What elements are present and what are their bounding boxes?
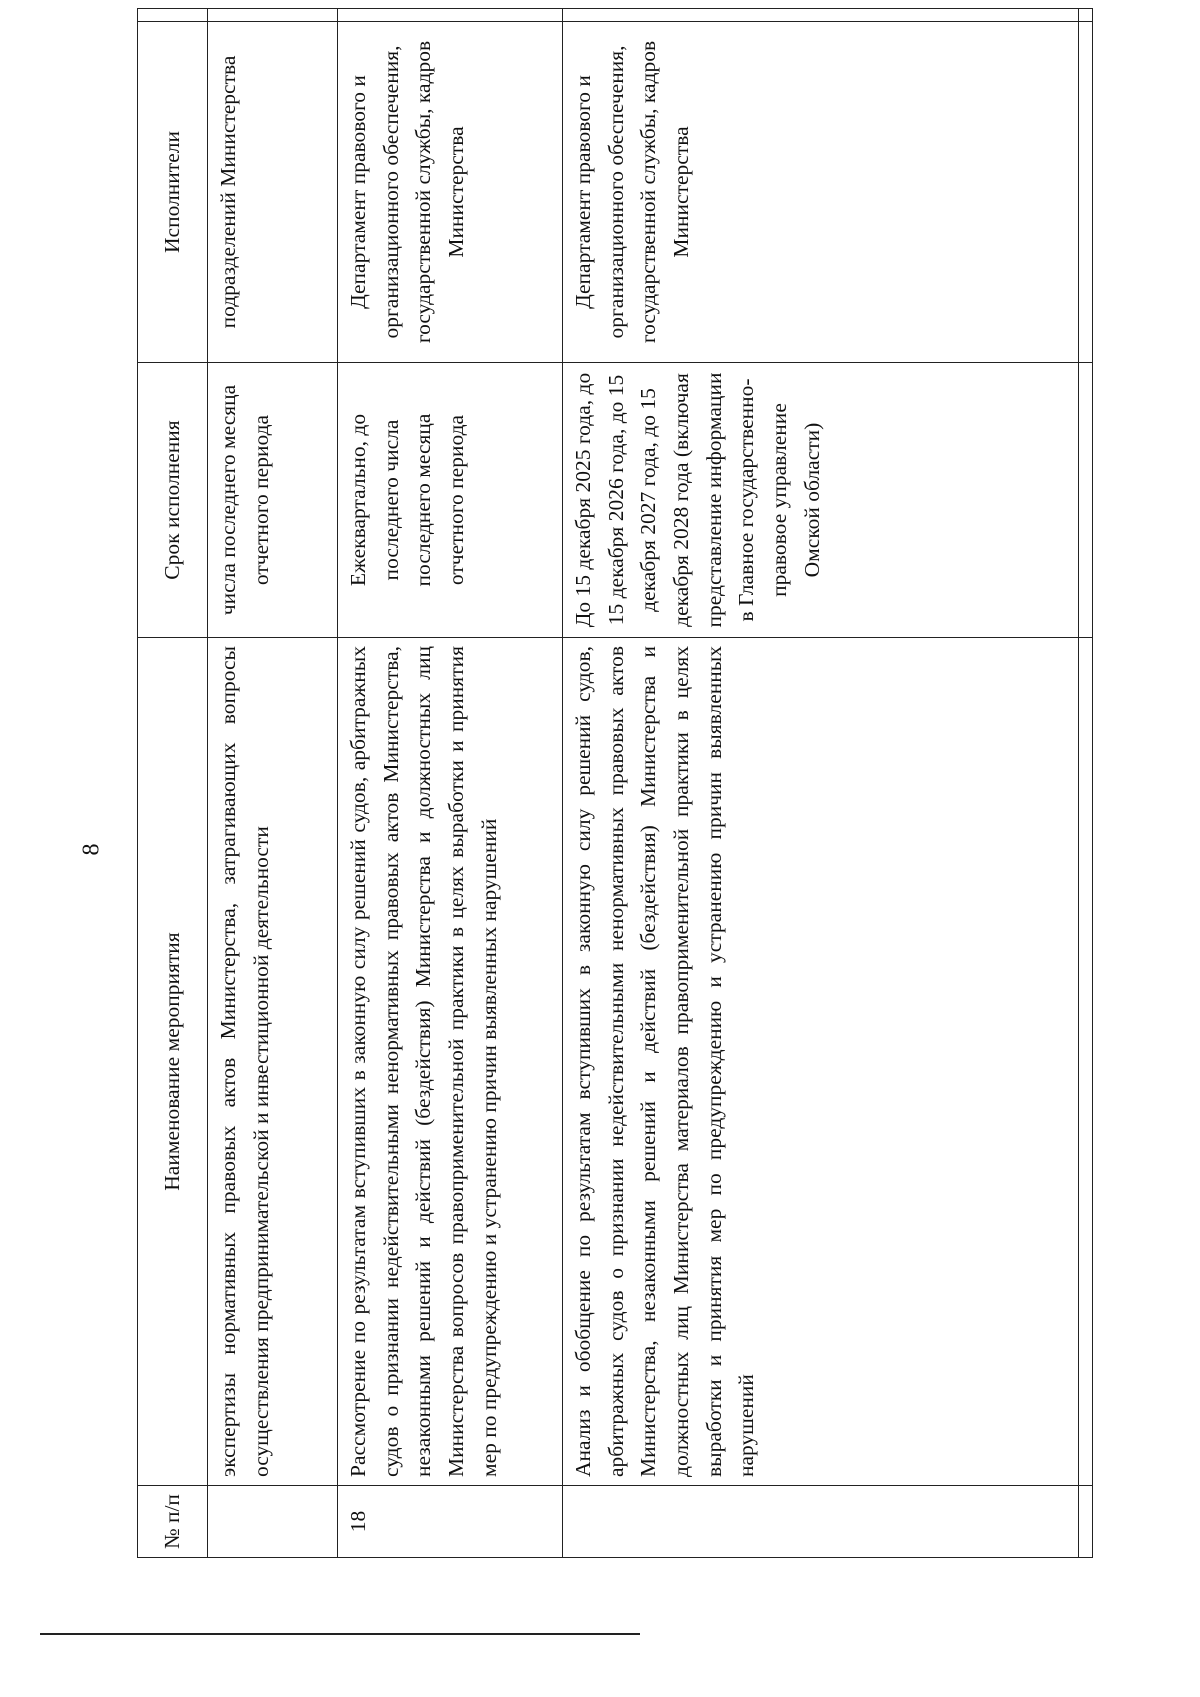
row-term: Ежеквартально, до последнего числа последнего месяца отчетного периода [338,363,563,638]
row-executors: Департамент правового и организационного обеспечения, государственной службы, кадров Министерства [338,22,563,363]
table-row [208,9,338,1558]
table-header-row [138,9,208,1558]
rotated-table-container [137,40,1092,1558]
table-row [338,9,563,1558]
row-executors: подразделений Министерства [208,22,338,363]
table-edge-cell [338,9,563,22]
header-term: Срок исполнения [138,363,208,638]
table-edge-cell [563,9,1079,22]
row-term: До 15 декабря 2025 года, до 15 декабря 2026 года, до 15 декабря 2027 года, до 15 декабря 2028 года (включая представление информации в Главное государственно-правовое управление Омской области) [563,363,1079,638]
row-term: числа последнего месяца отчетного периода [208,363,338,638]
strip-cell [1079,363,1093,638]
strip-cell [1079,22,1093,363]
page-number: 8 [78,843,105,856]
row-name: экспертизы нормативных правовых актов Министерства, затрагивающих вопросы осуществления предпринимательской и инвестиционной деятельности [208,638,338,1486]
row-number [563,1486,1079,1558]
table-bottom-strip [1079,9,1093,1558]
measures-table [137,8,1093,1558]
header-number: № п/п [138,1486,208,1558]
header-executors: Исполнители [138,22,208,363]
table-edge-cell [208,9,338,22]
strip-cell [1079,9,1093,22]
row-executors: Департамент правового и организационного обеспечения, государственной службы, кадров Министерства [563,22,1079,363]
footer-divider [40,1633,640,1635]
row-name: Анализ и обобщение по результатам вступивших в законную силу решений судов, арбитражных судов о признании недействительными ненормативных правовых актов Министерства, незаконными решений и действий (бездействия) Министерства и должностных лиц Министерства материалов правоприменительной практики в целях выработки и принятия мер по предупреждению и устранению причин выявленных нарушений [563,638,1079,1486]
row-name: Рассмотрение по результатам вступивших в законную силу решений судов, арбитражных судов о признании недействительными ненормативных правовых актов Министерства, незаконными решений и действий (бездействия) Министерства и должностных лиц Министерства вопросов правоприменительной практики в целях выработки и принятия мер по предупреждению и устранению причин выявленных нарушений [338,638,563,1486]
header-name: Наименование мероприятия [138,638,208,1486]
table-row [563,9,1079,1558]
table-edge-cell [138,9,208,22]
row-number: 18 [338,1486,563,1558]
strip-cell [1079,1486,1093,1558]
row-number [208,1486,338,1558]
strip-cell [1079,638,1093,1486]
